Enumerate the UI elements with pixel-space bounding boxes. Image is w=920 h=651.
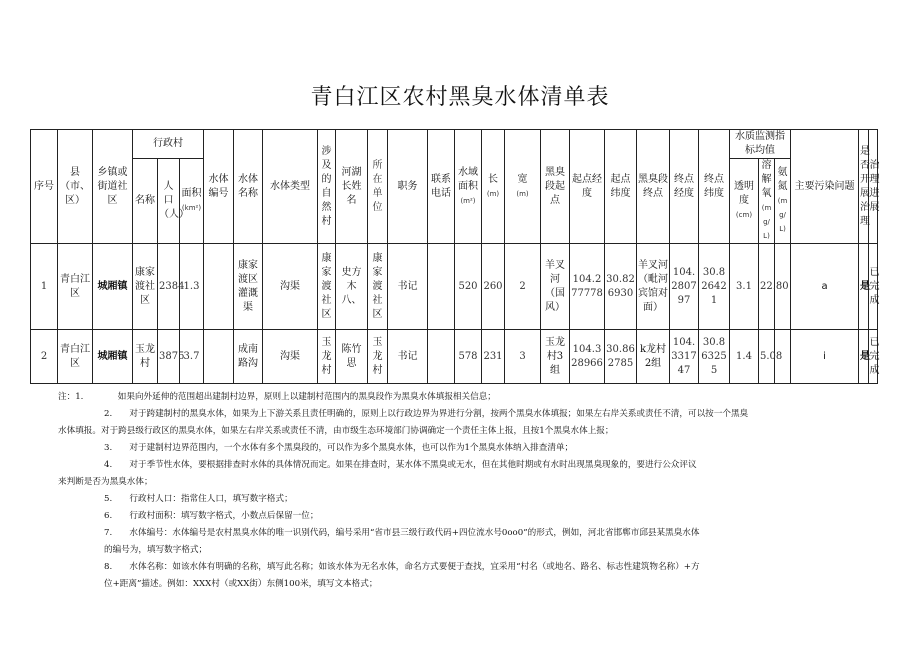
cell-villages: 康家渡社区 bbox=[318, 244, 336, 330]
header-end-lat: 终点纬度 bbox=[699, 130, 730, 244]
cell-progress: 已完成 bbox=[868, 244, 877, 330]
header-start-lat: 起点纬度 bbox=[605, 130, 637, 244]
cell-name: 玉龙村 bbox=[133, 330, 158, 384]
cell-width: 3 bbox=[505, 330, 541, 384]
cell-treat: 是 bbox=[859, 244, 868, 330]
cell-seq: 2 bbox=[31, 330, 58, 384]
note-line: 3. 对于建制村边界范围内，一个水体有多个黑臭段的，可以作为多个黑臭水体，也可以作为1个黑臭水体纳入排查清单； bbox=[104, 443, 574, 453]
header-area-unit: (km²) bbox=[181, 204, 202, 212]
cell-do: 5.08 bbox=[759, 330, 775, 384]
cell-do: 22.80 bbox=[759, 244, 775, 330]
water-body-table bbox=[30, 129, 878, 384]
header-transparency-unit: (cm) bbox=[735, 211, 753, 219]
cell-water-area: 578 bbox=[455, 330, 482, 384]
cell-start-lon: 104.328966 bbox=[570, 330, 605, 384]
header-river-chief: 河湖长姓名 bbox=[336, 130, 368, 244]
cell-water-name: 成南路沟 bbox=[234, 330, 263, 384]
cell-start-lat: 30.826930 bbox=[605, 244, 637, 330]
table-row bbox=[31, 244, 878, 330]
header-end-lon: 终点经度 bbox=[670, 130, 699, 244]
header-do bbox=[759, 159, 775, 244]
cell-treat: 是 bbox=[859, 330, 868, 384]
cell-transparency: 1.4 bbox=[730, 330, 759, 384]
cell-population: 3875 bbox=[158, 330, 180, 384]
cell-pollution: a bbox=[791, 244, 859, 330]
cell-town: 城厢镇 bbox=[93, 244, 133, 330]
cell-end-lon: 104.331747 bbox=[670, 330, 699, 384]
header-transparency-label: 透明度 bbox=[734, 181, 754, 206]
header-population: 人口（人） bbox=[158, 159, 180, 244]
table-row bbox=[31, 330, 878, 384]
header-transparency bbox=[730, 159, 759, 244]
header-name: 名称 bbox=[133, 159, 158, 244]
header-water-area bbox=[455, 130, 482, 244]
cell-seq: 1 bbox=[31, 244, 58, 330]
cell-name: 康家渡社区 bbox=[133, 244, 158, 330]
cell-length: 260 bbox=[482, 244, 505, 330]
cell-start-lat: 30.862785 bbox=[605, 330, 637, 384]
header-phone: 联系电话 bbox=[428, 130, 455, 244]
header-nh3 bbox=[775, 159, 791, 244]
cell-county: 青白江区 bbox=[58, 330, 93, 384]
note-line: 的编号为，填写数字格式； bbox=[104, 545, 208, 555]
header-nh3-label: 氨氮 bbox=[777, 167, 788, 192]
note-line: 6. 行政村面积：填写数字格式，小数点后保留一位； bbox=[104, 511, 319, 521]
header-town: 乡镇或街道社区 bbox=[93, 130, 133, 244]
note-line: 4. 对于季节性水体，要根据排查时水体的具体情况而定。如果在排查时，某水体不黑臭或无水，但在其他时期或有水时出现黑臭现象的，要进行公众评议 bbox=[104, 460, 697, 470]
note-line: 2. 对于跨建制村的黑臭水体，如果为上下游关系且责任明确的，原则上以行政边界为界进行分割，按两个黑臭水体填报；如果左右岸关系或责任不清，可以按一个黑臭 bbox=[104, 409, 749, 419]
cell-transparency: 3.1 bbox=[730, 244, 759, 330]
header-area bbox=[180, 159, 204, 244]
header-do-unit: (mg/L) bbox=[761, 204, 772, 240]
cell-post: 书记 bbox=[388, 330, 428, 384]
header-water-name: 水体名称 bbox=[234, 130, 263, 244]
cell-phone bbox=[428, 330, 455, 384]
notes-section bbox=[58, 389, 878, 593]
note-line: 8. 水体名称：如该水体有明确的名称，填写此名称；如该水体为无名水体，命名方式要便于查找，宜采用“村名（或地名、路名、标志性建筑物名称）+方 bbox=[104, 562, 700, 572]
cell-end-lon: 104.280797 bbox=[670, 244, 699, 330]
header-length-label: 长 bbox=[488, 173, 498, 185]
header-do-label: 溶解氧 bbox=[761, 160, 772, 199]
header-end-point: 黑臭段终点 bbox=[637, 130, 670, 244]
header-treat: 是否开展治理 bbox=[859, 130, 868, 244]
header-length bbox=[482, 130, 505, 244]
header-unit: 所在单位 bbox=[368, 130, 388, 244]
note-line: 水体填报。对于跨县级行政区的黑臭水体，如果左右岸关系或责任不清，由市级生态环境部门协调确定一个责任主体上报，且按1个黑臭水体上报； bbox=[58, 426, 614, 436]
header-start-point: 黑臭段起点 bbox=[541, 130, 570, 244]
cell-pollution: i bbox=[791, 330, 859, 384]
cell-start-lon: 104.277778 bbox=[570, 244, 605, 330]
cell-water-type: 沟渠 bbox=[263, 244, 318, 330]
cell-water-area: 520 bbox=[455, 244, 482, 330]
note-line: 来判断是否为黑臭水体； bbox=[58, 477, 153, 487]
header-villages: 涉及的自然村 bbox=[318, 130, 336, 244]
cell-town: 城厢镇 bbox=[93, 330, 133, 384]
note-line: 位+距离”描述。例如：XXX村（或XX街）东侧100米，填写文本格式； bbox=[104, 579, 378, 589]
cell-start-point: 玉龙村3组 bbox=[541, 330, 570, 384]
cell-area: 3.7 bbox=[180, 330, 204, 384]
note-line: 5. 行政村人口：指常住人口，填写数字格式； bbox=[104, 494, 293, 504]
cell-river-chief: 陈竹思 bbox=[336, 330, 368, 384]
header-water-area-unit: (m²) bbox=[460, 196, 476, 205]
header-progress: 治理进展 bbox=[868, 130, 877, 244]
cell-unit: 玉龙村 bbox=[368, 330, 388, 384]
cell-area: 1.3 bbox=[180, 244, 204, 330]
cell-post: 书记 bbox=[388, 244, 428, 330]
header-admin-village: 行政村 bbox=[133, 130, 204, 159]
cell-end-point: k龙村2组 bbox=[637, 330, 670, 384]
header-water-id: 水体编号 bbox=[204, 130, 234, 244]
cell-villages: 玉龙村 bbox=[318, 330, 336, 384]
cell-water-name: 康家渡区灌溉渠 bbox=[234, 244, 263, 330]
cell-phone bbox=[428, 244, 455, 330]
cell-length: 231 bbox=[482, 330, 505, 384]
header-width-unit: (m) bbox=[516, 189, 529, 198]
cell-population: 2384 bbox=[158, 244, 180, 330]
header-length-unit: (m) bbox=[486, 189, 500, 198]
cell-end-lat: 30.826421 bbox=[699, 244, 730, 330]
header-area-label: 面积 bbox=[181, 188, 202, 199]
header-seq: 序号 bbox=[31, 130, 58, 244]
cell-progress: 已完成 bbox=[868, 330, 877, 384]
note-line: 7. 水体编号：水体编号是农村黑臭水体的唯一识别代码，编号采用“省市县三级行政代码+四位流水号0oo0”的形式，例如，河北省邯郸市邱县某黑臭水体 bbox=[104, 528, 700, 538]
header-start-lon: 起点经度 bbox=[570, 130, 605, 244]
note-line: 注：1. 如果向外延伸的范围超出建制村边界，原则上以建制村范围内的黑臭段作为黑臭水体填报相关信息； bbox=[58, 392, 496, 402]
cell-end-point: 羊叉河（毗河宾馆对面） bbox=[637, 244, 670, 330]
page-title: 青白江区农村黑臭水体清单表 bbox=[310, 85, 610, 110]
header-pollution: 主要污染问题 bbox=[791, 130, 859, 244]
header-width-label: 宽 bbox=[517, 173, 528, 185]
cell-water-type: 沟渠 bbox=[263, 330, 318, 384]
cell-width: 2 bbox=[505, 244, 541, 330]
cell-unit: 康家渡社区 bbox=[368, 244, 388, 330]
header-county: 县（市、区） bbox=[58, 130, 93, 244]
header-post: 职务 bbox=[388, 130, 428, 244]
header-water-area-label: 水域面积 bbox=[458, 166, 478, 192]
cell-county: 青白江区 bbox=[58, 244, 93, 330]
cell-river-chief: 史方木八、 bbox=[336, 244, 368, 330]
header-water-type: 水体类型 bbox=[263, 130, 318, 244]
cell-end-lat: 30.863255 bbox=[699, 330, 730, 384]
cell-water-id bbox=[204, 244, 234, 330]
header-nh3-unit: (mg/L) bbox=[777, 197, 788, 233]
cell-water-id bbox=[204, 330, 234, 384]
header-width bbox=[505, 130, 541, 244]
cell-start-point: 羊叉河（国风） bbox=[541, 244, 570, 330]
header-quality-group: 水质监测指标均值 bbox=[730, 130, 791, 159]
